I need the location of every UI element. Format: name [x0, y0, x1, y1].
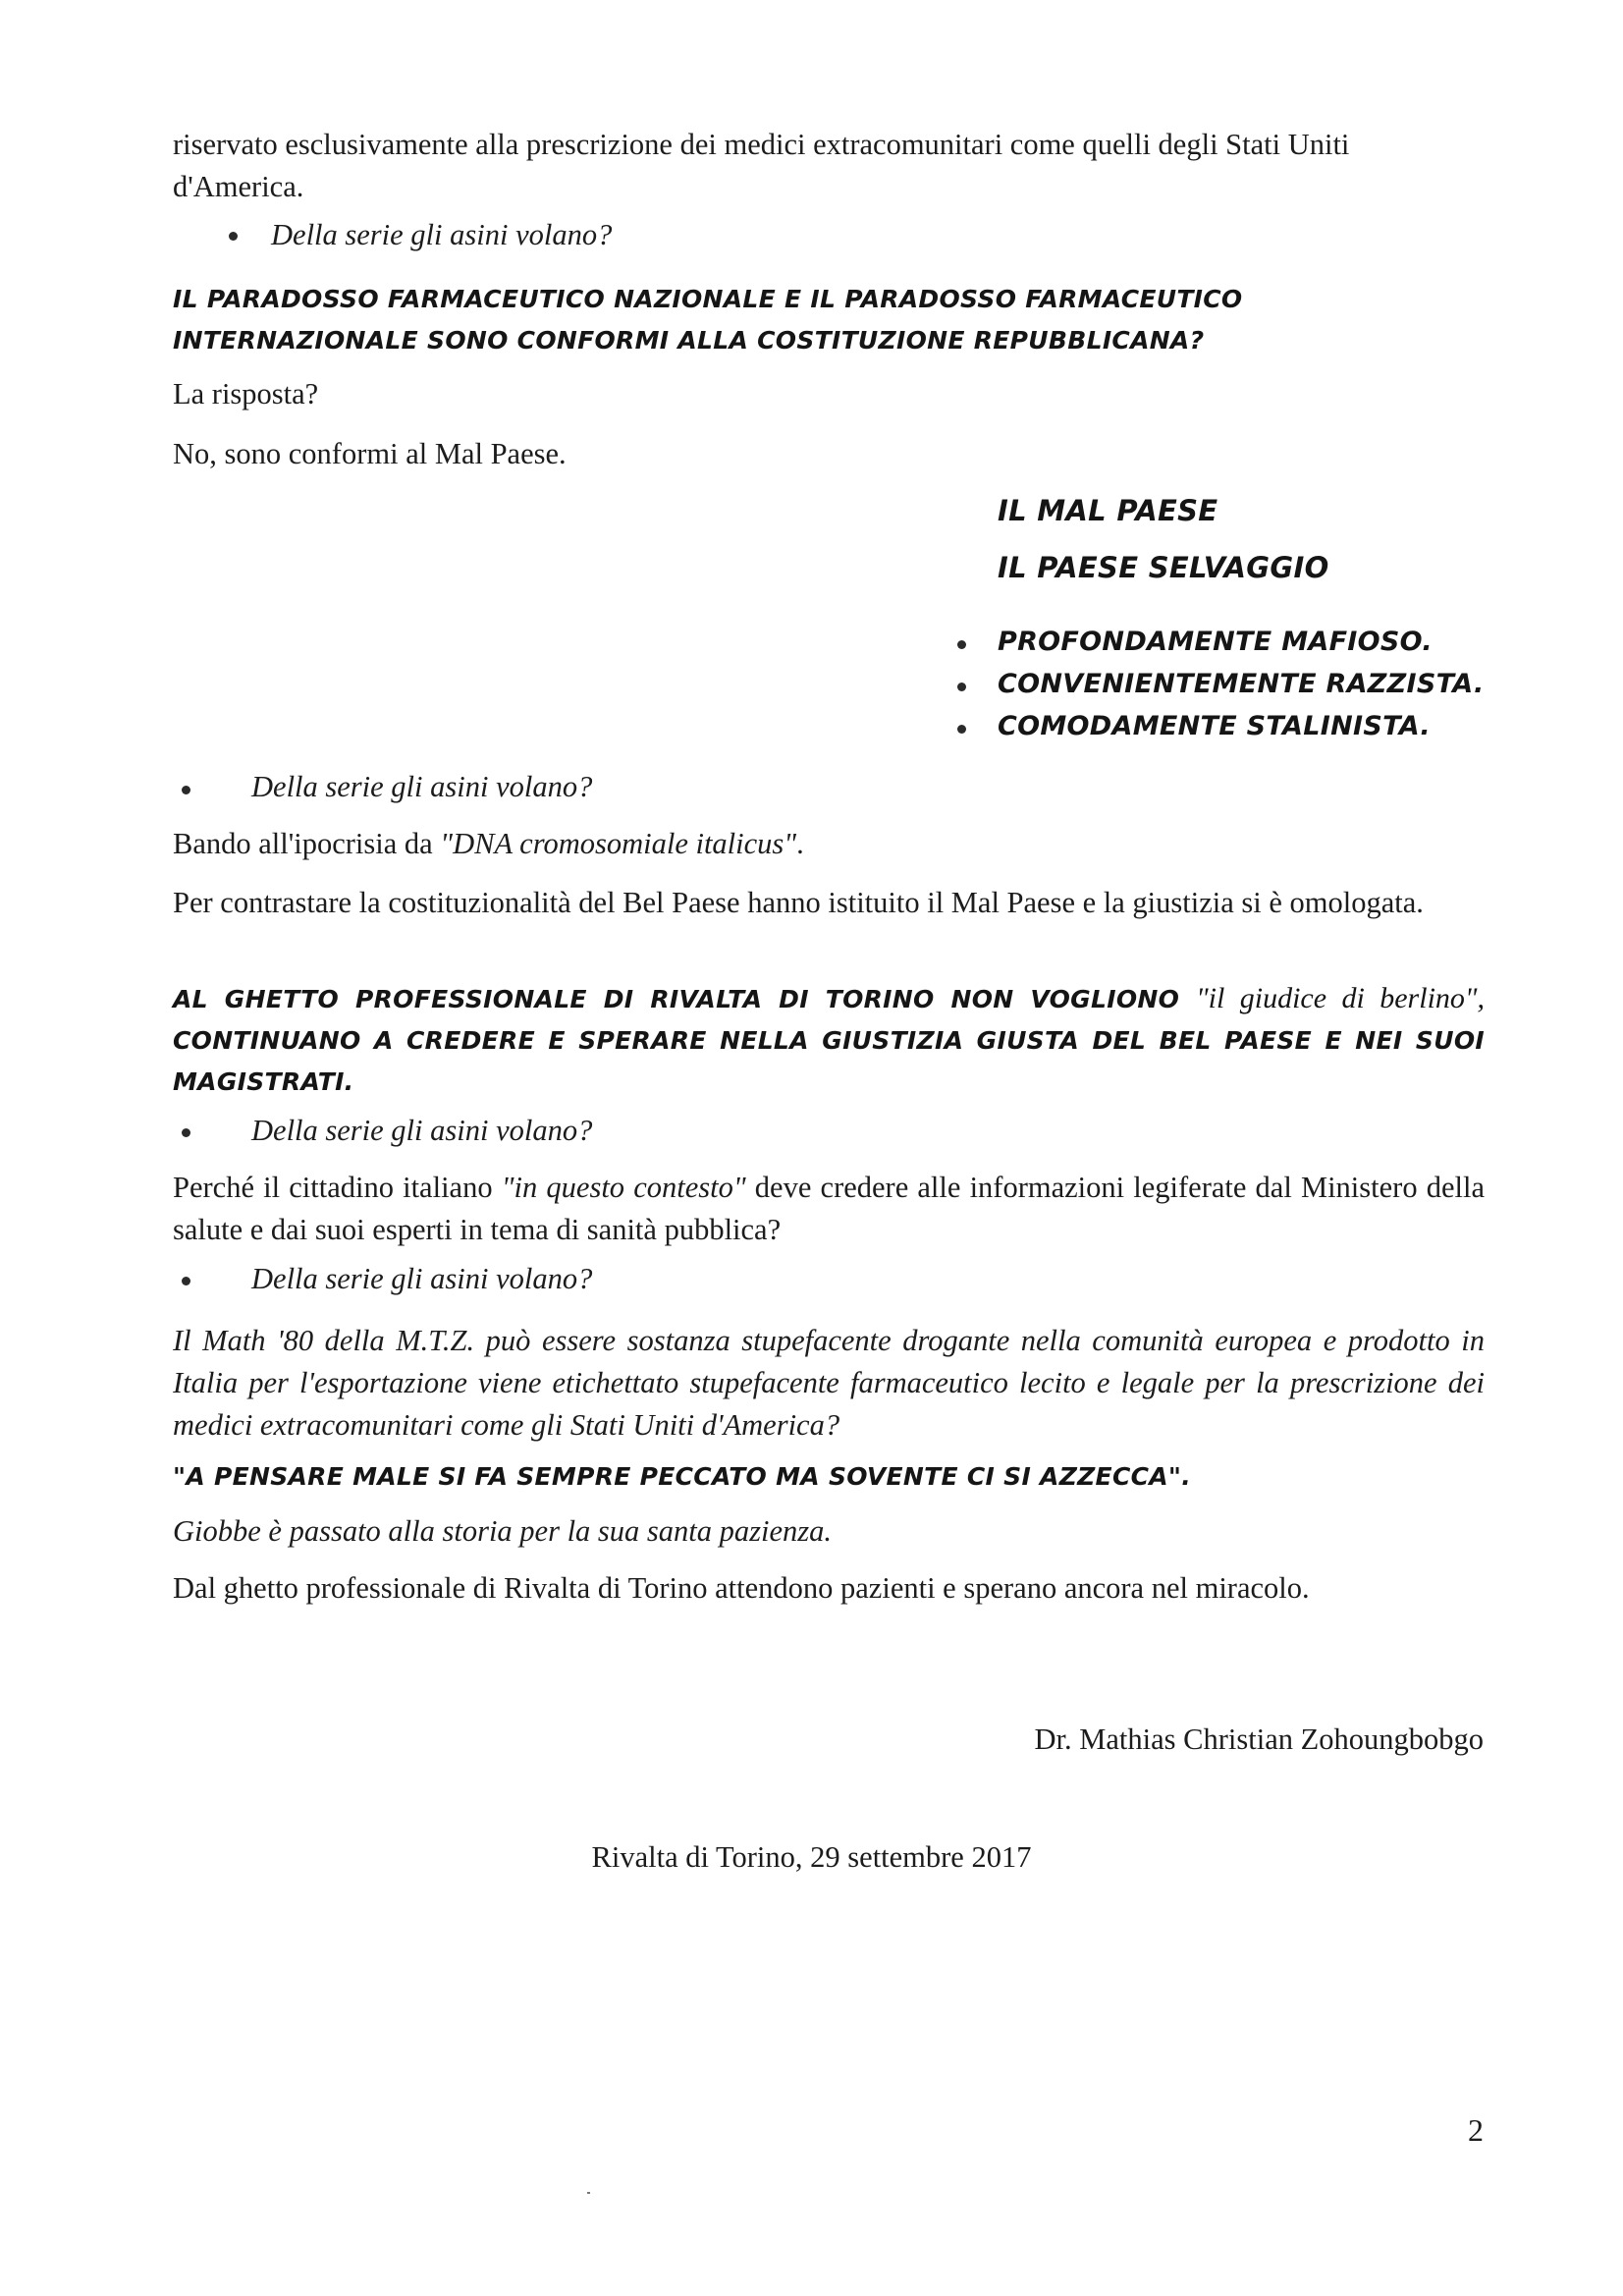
list-item-razzista: CONVENIENTEMENTE RAZZISTA.	[998, 669, 1485, 699]
paragraph-giobbe: Giobbe è passato alla storia per la sua santa pazienza.	[173, 1514, 833, 1548]
paragraph-math: Il Math '80 della M.T.Z. può essere sostanza stupefacente drogante nella comunità europea e prodotto in Italia per l'esportazione viene etichettato stupefacente farmaceutico lecito e legale per la prescrizione dei medici extracomunitari come gli Stati Uniti d'America?	[173, 1324, 1485, 1442]
bullet-dot	[957, 725, 966, 734]
list-item-mafioso: PROFONDAMENTE MAFIOSO.	[998, 627, 1433, 657]
bando-italic: "DNA cromosomiale italicus"	[440, 827, 797, 860]
place-date: Rivalta di Torino, 29 settembre 2017	[591, 1840, 1032, 1874]
bullet-asini-1: Della serie gli asini volano?	[271, 218, 613, 251]
bando-suffix: .	[796, 827, 804, 860]
paragraph-bando	[173, 823, 1485, 865]
paragraph-risposta: La risposta?	[173, 377, 319, 410]
paragraph-miracolo: Dal ghetto professionale di Rivalta di Torino attendono pazienti e sperano ancora nel miracolo.	[173, 1571, 1310, 1605]
signature: Dr. Mathias Christian Zohoungbobgo	[1034, 1722, 1484, 1756]
paragraph-riservato: riservato esclusivamente alla prescrizione dei medici extracomunitari come quelli degli Stati Uniti d'America.	[173, 128, 1350, 203]
bullet-dot	[182, 786, 190, 794]
list-item-stalinista: COMODAMENTE STALINISTA.	[998, 711, 1431, 741]
ghetto-text-1: AL GHETTO PROFESSIONALE DI RIVALTA DI TORINO NON VOGLIONO	[173, 985, 1197, 1013]
paragraph-contrastare: Per contrastare la costituzionalità del Bel Paese hanno istituito il Mal Paese e la giustizia si è omologata.	[173, 886, 1424, 919]
bando-text: Bando all'ipocrisia da	[173, 827, 441, 860]
page-number: 2	[1468, 2112, 1484, 2148]
bullet-asini-3: Della serie gli asini volano?	[251, 1114, 593, 1147]
bullet-dot	[229, 232, 238, 241]
paragraph-ghetto	[173, 978, 1485, 1103]
ghetto-text-2: CONTINUANO A CREDERE E SPERARE NELLA GIUSTIZIA GIUSTA DEL BEL PAESE E NEI SUOI MAGISTRATI.	[173, 1026, 1485, 1096]
cittadino-text-1: Perché il cittadino italiano	[173, 1171, 502, 1204]
heading-paradosso: IL PARADOSSO FARMACEUTICO NAZIONALE E IL PARADOSSO FARMACEUTICO INTERNAZIONALE SONO CONFORMI ALLA COSTITUZIONE REPUBBLICANA?	[173, 285, 1243, 355]
paragraph-conformi: No, sono conformi al Mal Paese.	[173, 437, 567, 470]
bullet-asini-2: Della serie gli asini volano?	[251, 770, 593, 803]
bullet-dot	[182, 1277, 190, 1285]
bullet-dot	[957, 640, 966, 649]
paragraph-cittadino	[173, 1167, 1485, 1251]
bullet-dot	[957, 683, 966, 691]
title-paese-selvaggio: IL PAESE SELVAGGIO	[998, 551, 1329, 584]
title-mal-paese: IL MAL PAESE	[998, 494, 1218, 527]
cittadino-italic: "in questo contesto"	[501, 1171, 746, 1204]
cittadino-text-2: deve credere alle informazioni legiferate dal Ministero della salute e dai suoi esperti in tema di sanità pubblica?	[173, 1171, 1485, 1246]
quote-pensare-male: "A PENSARE MALE SI FA SEMPRE PECCATO MA SOVENTE CI SI AZZECCA".	[173, 1462, 1192, 1491]
bullet-asini-4: Della serie gli asini volano?	[251, 1262, 593, 1295]
scan-speck	[587, 2192, 590, 2194]
bullet-dot	[182, 1128, 190, 1137]
ghetto-quote: "il giudice di berlino",	[1196, 982, 1486, 1014]
